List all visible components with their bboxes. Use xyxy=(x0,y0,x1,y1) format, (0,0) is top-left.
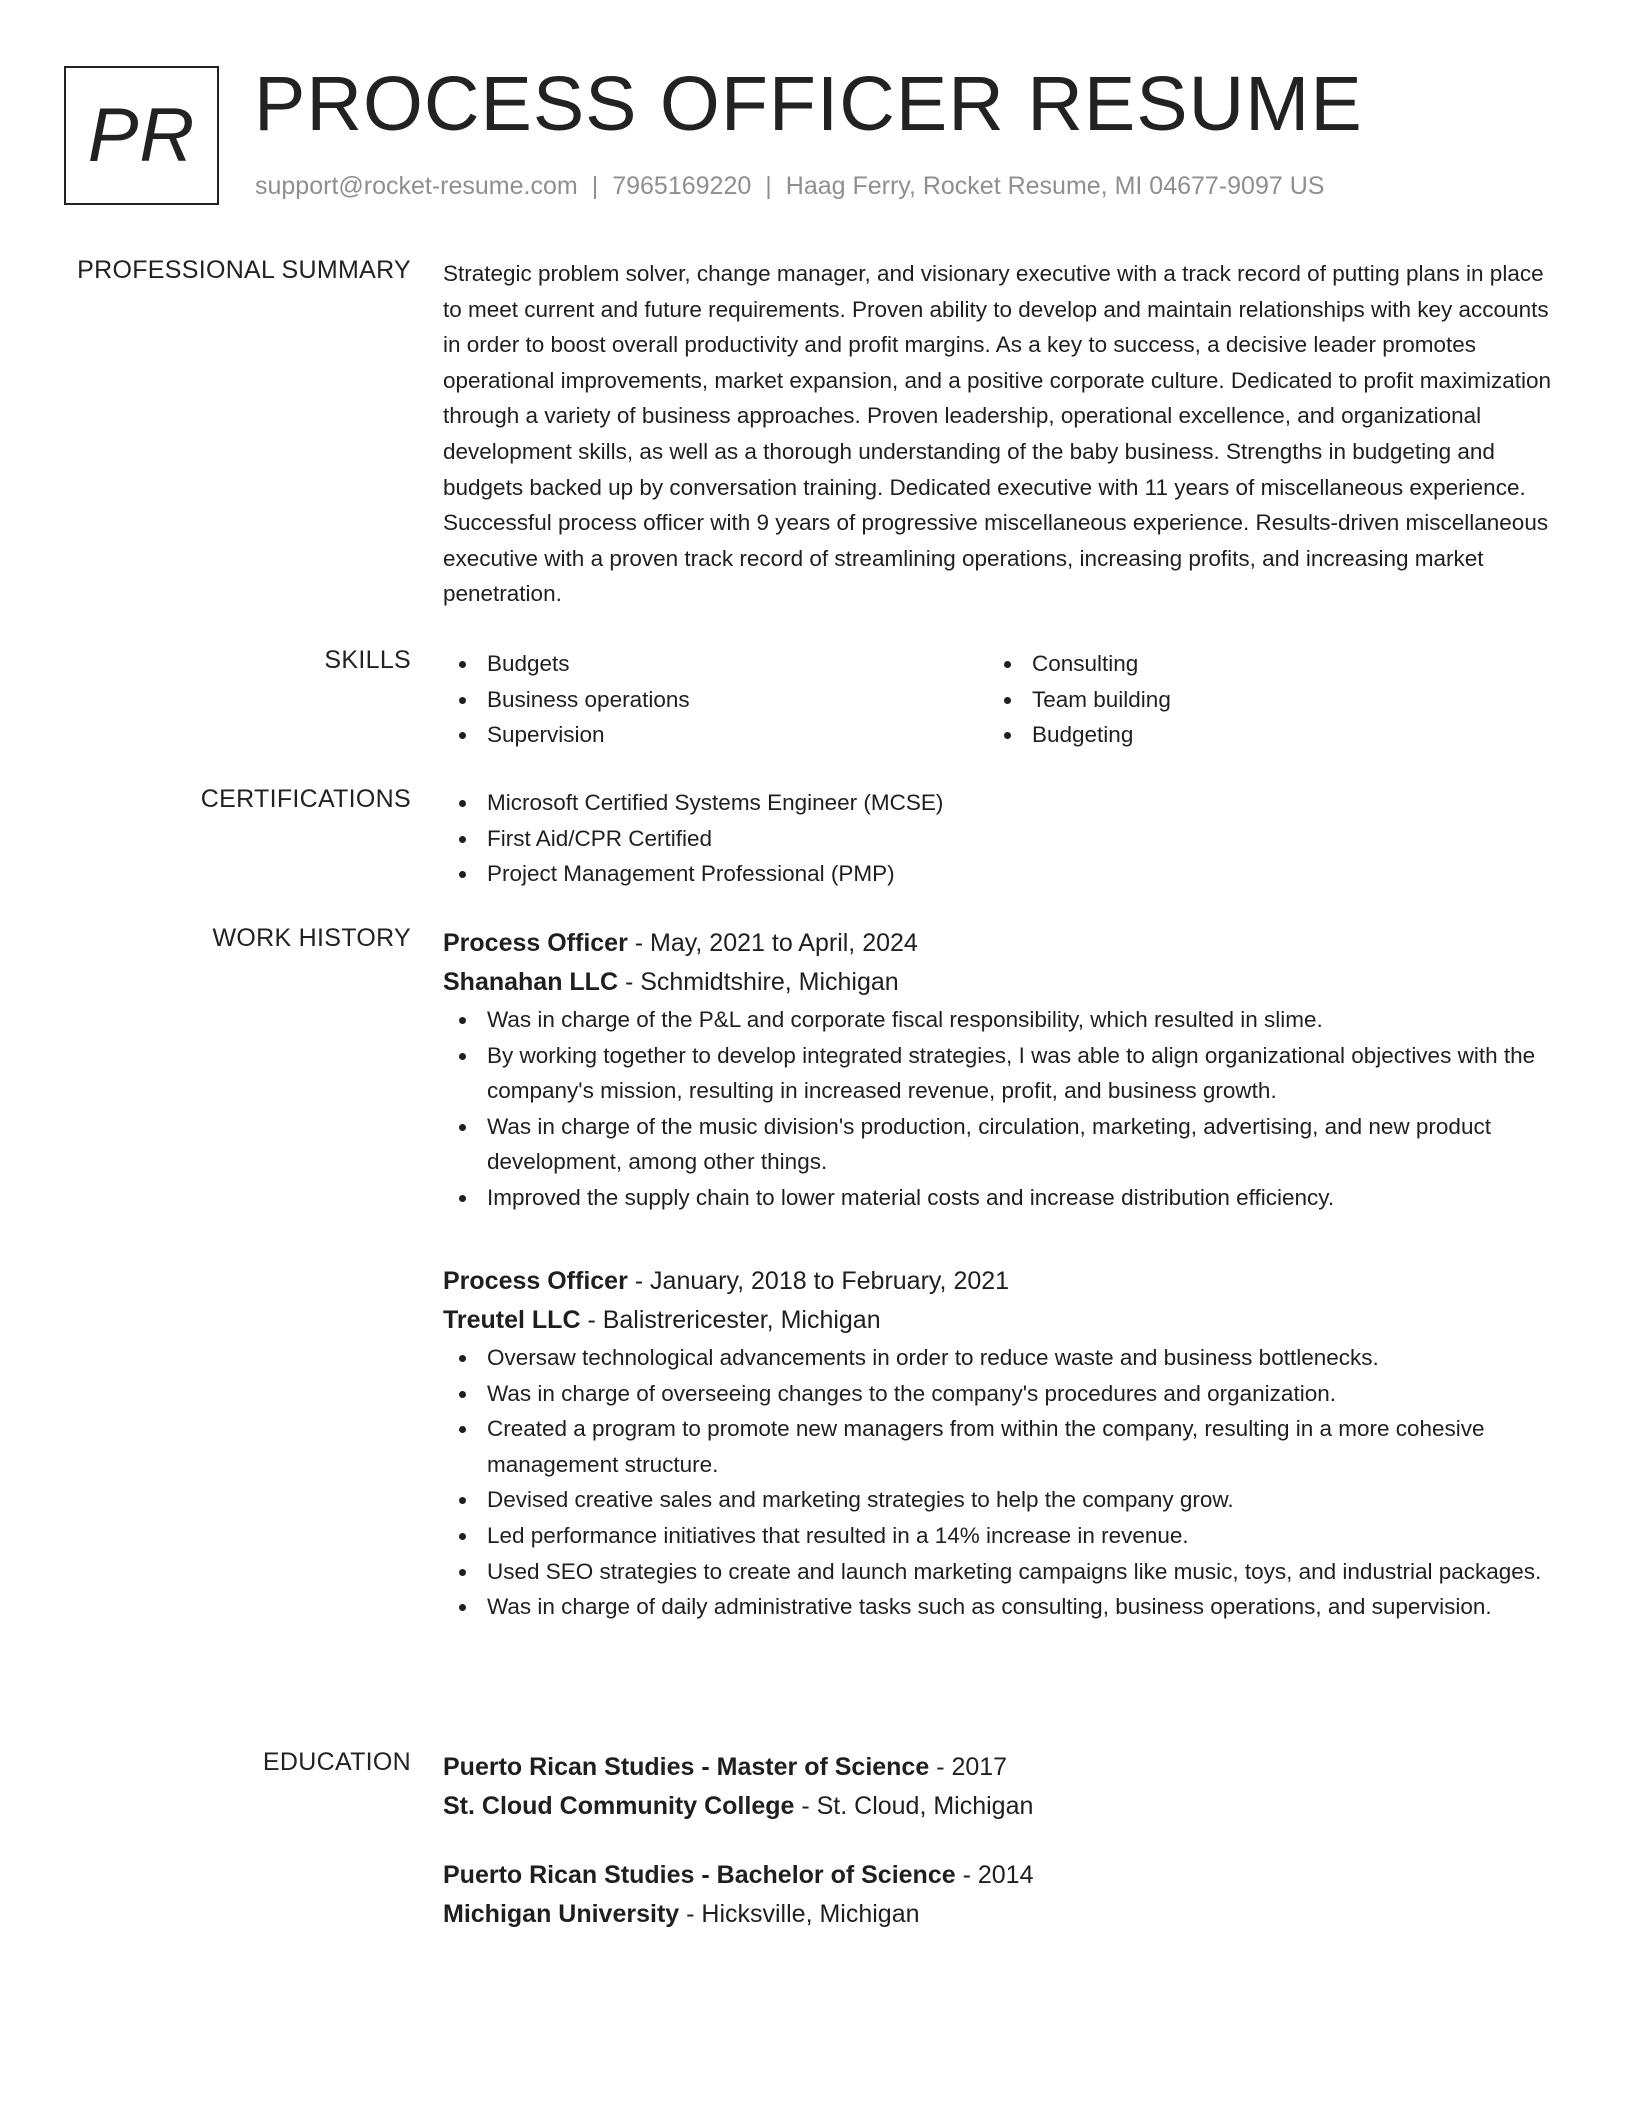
skills-grid xyxy=(443,646,1553,753)
job-dates: - May, 2021 to April, 2024 xyxy=(627,929,918,957)
skill-item: Consulting xyxy=(988,646,1533,682)
skills-column-1 xyxy=(443,646,988,753)
contact-address: Haag Ferry, Rocket Resume, MI 04677-9097 US xyxy=(785,172,1325,200)
job-title: Process Officer xyxy=(443,929,628,957)
monogram-initials: PR xyxy=(87,93,196,178)
school-line xyxy=(443,1895,1553,1934)
skills-heading: SKILLS xyxy=(324,646,411,674)
job-dates: - January, 2018 to February, 2021 xyxy=(627,1267,1010,1295)
certifications-body xyxy=(443,785,1553,892)
job-company: Shanahan LLC xyxy=(443,968,619,996)
job-title: Process Officer xyxy=(443,1267,628,1295)
job-entry xyxy=(443,924,1553,1216)
job-entry xyxy=(443,1262,1553,1625)
job-bullet: Led performance initiatives that resulted in a 14% increase in revenue. xyxy=(443,1518,1553,1554)
school-location: - St. Cloud, Michigan xyxy=(794,1792,1034,1820)
job-company-line xyxy=(443,963,1553,1002)
certification-item: Project Management Professional (PMP) xyxy=(443,856,1553,892)
degree-name: Puerto Rican Studies - Bachelor of Science xyxy=(443,1861,956,1889)
job-bullet: Was in charge of the music division's production, circulation, marketing, advertising, and new product development, among other things. xyxy=(443,1109,1553,1180)
job-title-line xyxy=(443,1262,1553,1301)
contact-line xyxy=(255,172,1324,201)
school-line xyxy=(443,1787,1553,1826)
certifications-heading: CERTIFICATIONS xyxy=(200,785,411,813)
summary-text: Strategic problem solver, change manager, and visionary executive with a track record of putting plans in place to meet current and future requirements. Proven ability to develop and maintain relationships with key accounts in order to boost overall productivity and profit margins. As a key to success, a decisive leader promotes operational improvements, market expansion, and a positive corporate culture. Dedicated to profit maximization through a variety of business approaches. Proven leadership, operational excellence, and organizational development skills, as well as a thorough understanding of the baby business. Strengths in budgeting and budgets backed up by conversation training. Dedicated executive with 11 years of miscellaneous experience. Successful process officer with 9 years of progressive miscellaneous experience. Results-driven miscellaneous executive with a proven track record of streamlining operations, increasing profits, and increasing market penetration. xyxy=(443,261,1552,607)
school-name: St. Cloud Community College xyxy=(443,1792,795,1820)
job-bullet: Was in charge of daily administrative tasks such as consulting, business operations, and supervision. xyxy=(443,1589,1553,1625)
job-bullets xyxy=(443,1002,1553,1216)
school-location: - Hicksville, Michigan xyxy=(679,1900,920,1928)
skills-column-2 xyxy=(988,646,1533,753)
contact-separator: | xyxy=(591,172,599,200)
work-history-heading: WORK HISTORY xyxy=(212,924,411,952)
job-bullet: By working together to develop integrated strategies, I was able to align organizational objectives with the company's mission, resulting in increased revenue, profit, and business growth. xyxy=(443,1038,1553,1109)
degree-year: - 2017 xyxy=(929,1753,1008,1781)
education-body xyxy=(443,1748,1553,1934)
education-heading: EDUCATION xyxy=(262,1748,411,1776)
summary-body xyxy=(443,256,1553,612)
resume-title: PROCESS OFFICER RESUME xyxy=(254,61,1363,147)
job-bullet: Used SEO strategies to create and launch marketing campaigns like music, toys, and industrial packages. xyxy=(443,1554,1553,1590)
work-history-body xyxy=(443,924,1553,1216)
certification-item: Microsoft Certified Systems Engineer (MCSE) xyxy=(443,785,1553,821)
job-bullets xyxy=(443,1340,1553,1625)
job-bullet: Improved the supply chain to lower material costs and increase distribution efficiency. xyxy=(443,1180,1553,1216)
degree-year: - 2014 xyxy=(955,1861,1034,1889)
skill-item: Budgets xyxy=(443,646,988,682)
job-bullet: Was in charge of overseeing changes to the company's procedures and organization. xyxy=(443,1376,1553,1412)
degree-line xyxy=(443,1856,1553,1895)
skill-item: Budgeting xyxy=(988,717,1533,753)
skill-item: Business operations xyxy=(443,682,988,718)
job-location: - Schmidtshire, Michigan xyxy=(618,968,899,996)
skill-item: Supervision xyxy=(443,717,988,753)
contact-separator: | xyxy=(765,172,772,200)
contact-email[interactable]: support@rocket-resume.com xyxy=(255,172,578,200)
job-title-line xyxy=(443,924,1553,963)
certification-item: First Aid/CPR Certified xyxy=(443,821,1553,857)
degree-line xyxy=(443,1748,1553,1787)
job-bullet: Oversaw technological advancements in order to reduce waste and business bottlenecks. xyxy=(443,1340,1553,1376)
degree-name: Puerto Rican Studies - Master of Science xyxy=(443,1753,930,1781)
job-bullet: Devised creative sales and marketing strategies to help the company grow. xyxy=(443,1482,1553,1518)
contact-phone[interactable]: 7965169220 xyxy=(612,172,752,200)
job-bullet: Was in charge of the P&L and corporate fiscal responsibility, which resulted in slime. xyxy=(443,1002,1553,1038)
skill-item: Team building xyxy=(988,682,1533,718)
job-bullet: Created a program to promote new managers from within the company, resulting in a more cohesive management structure. xyxy=(443,1411,1553,1482)
certifications-list xyxy=(443,785,1553,892)
monogram-box xyxy=(64,66,219,205)
job-company: Treutel LLC xyxy=(443,1306,581,1334)
work-history-body-cont xyxy=(443,1262,1553,1625)
summary-heading: PROFESSIONAL SUMMARY xyxy=(77,256,411,284)
education-entry xyxy=(443,1856,1553,1934)
education-entry xyxy=(443,1748,1553,1826)
job-company-line xyxy=(443,1301,1553,1340)
job-location: - Balistrericester, Michigan xyxy=(580,1306,881,1334)
school-name: Michigan University xyxy=(443,1900,680,1928)
